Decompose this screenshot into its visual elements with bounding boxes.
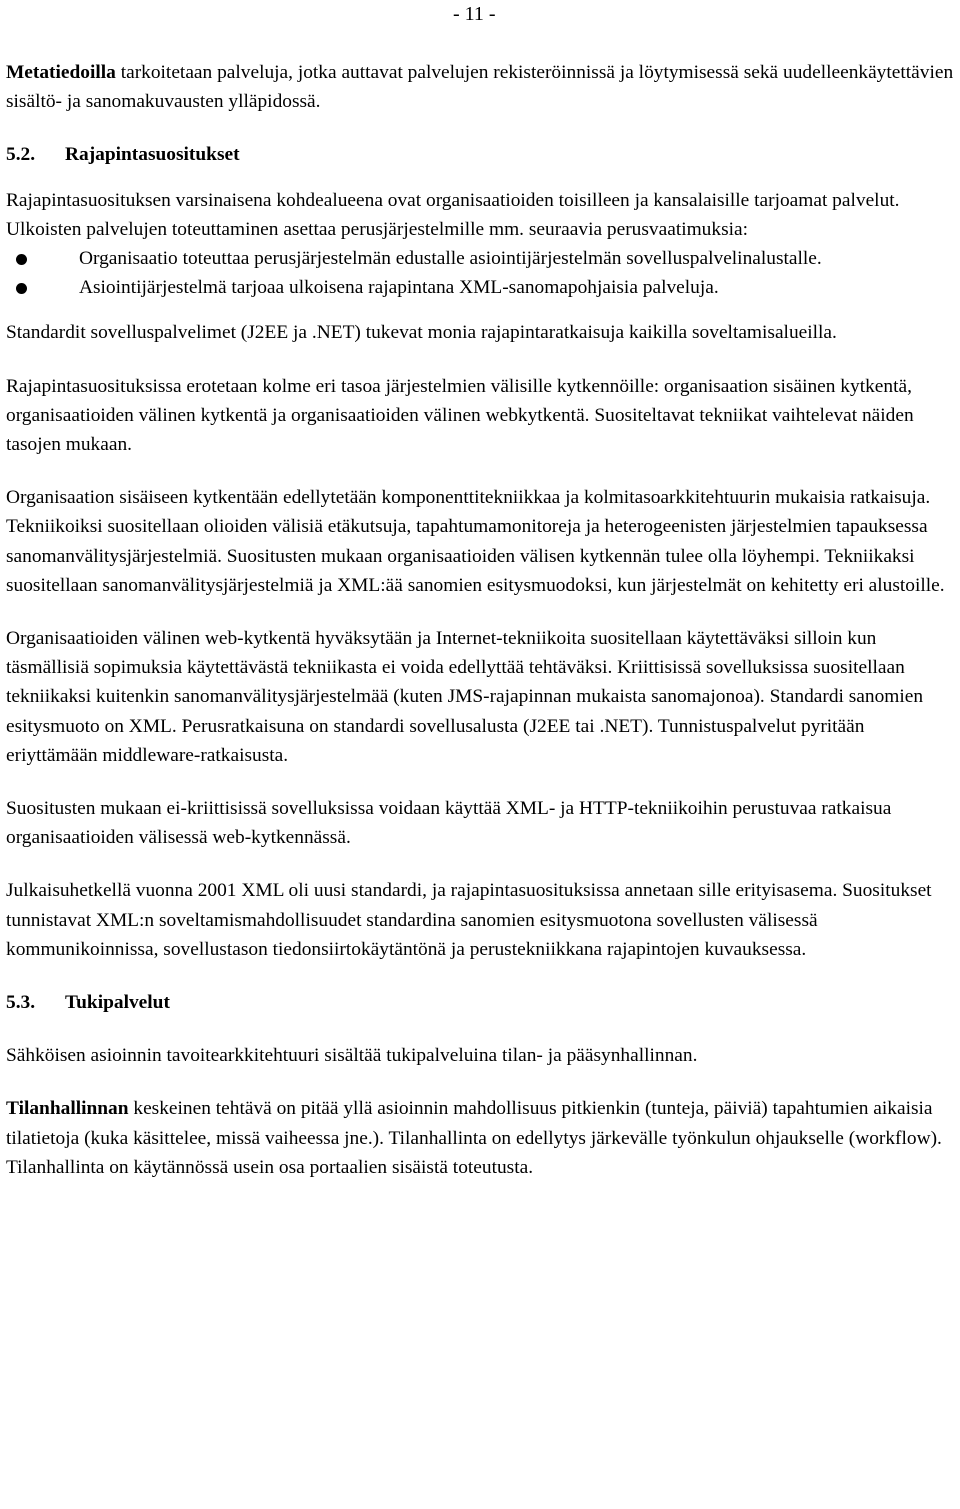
intro-paragraph (6, 58, 954, 116)
tilanhallinta-term: Tilanhallinnan (6, 1098, 129, 1120)
section-title: Tukipalvelut (65, 992, 170, 1014)
list-item-text: Organisaatio toteuttaa perusjärjestelmän edustalle asiointijärjestelmän sovelluspalvelinalustalle. (79, 248, 822, 270)
intro-text: tarkoitetaan palveluja, jotka auttavat palvelujen rekisteröinnissä ja löytymisessä sekä uudelleenkäytettävien sisältö- ja sanomakuvausten ylläpidossä. (6, 62, 954, 113)
section-5-3-heading (6, 988, 954, 1017)
bullet-icon (16, 254, 27, 265)
paragraph: Organisaatioiden välinen web-kytkentä hyväksytään ja Internet-tekniikoita suositellaan käytettäväksi silloin kun täsmällisiä sopimuksia käytettävästä tekniikasta ei voida edellyttää tehtäväksi. Kriittisissä sovelluksissa suositellaan tekniikaksi kuitenkin sanomanvälitysjärjestelmää (kuten JMS-rajapinnan mukaista sanomajonoa). Standardi sanomien esitysmuoto on XML. Perusratkaisuna on standardi sovellusalusta (J2EE tai .NET). Tunnistuspalvelut pyritään eriyttämään middleware-ratkaisusta. (6, 628, 924, 766)
paragraph: Julkaisuhetkellä vuonna 2001 XML oli uusi standardi, ja rajapintasuosituksissa annetaan sille erityisasema. Suositukset tunnistavat XML:n soveltamismahdollisuudet standardina sanomien esitysmuotona sovellusten välisessä kommunikoinnissa, sovellustason tiedonsiirtokäytäntönä ja perustekniikkana rajapintojen kuvauksessa. (6, 880, 932, 960)
section-number: 5.2. (6, 144, 36, 166)
section-5-3-lead: Sähköisen asioinnin tavoitearkkitehtuuri sisältää tukipalveluina tilan- ja pääsynhallinnan. (6, 1045, 698, 1067)
metadata-term: Metatiedoilla (6, 62, 116, 83)
tilanhallinta-paragraph (6, 1094, 954, 1182)
list-item-text: Asiointijärjestelmä tarjoaa ulkoisena rajapintana XML-sanomapohjaisia palveluja. (79, 277, 719, 299)
paragraph: Organisaation sisäiseen kytkentään edellytetään komponenttitekniikkaa ja kolmitasoarkkitehtuurin mukaisia ratkaisuja. Tekniikoiksi suositellaan olioiden välisiä etäkutsuja, tapahtumamonitoreja ja heterogeenisten järjestelmien tapauksessa sanomanvälitysjärjestelmiä. Suositusten mukaan organisaatioiden välisen kytkennän tulee olla löyhempi. Tekniikaksi suositellaan sanomanvälitysjärjestelmiä ja XML:ää sanomien esitysmuodoksi, kun järjestelmät on kehitetty eri alustoille. (6, 487, 945, 596)
section-number: 5.3. (6, 992, 36, 1014)
list-item (6, 244, 954, 273)
requirements-list (6, 244, 954, 302)
page-number: - 11 - (453, 3, 496, 25)
bullet-icon (16, 283, 27, 294)
section-5-2-heading (6, 140, 954, 169)
tilanhallinta-text: keskeinen tehtävä on pitää yllä asioinnin mahdollisuus pitkienkin (tunteja, päiviä) tapahtumien aikaisia tilatietoja (kuka käsittelee, missä vaiheessa jne.). Tilanhallinta on edellytys järkevälle työnkulun ohjaukselle (workflow). Tilanhallinta on käytännössä usein osa portaalien sisäistä toteutusta. (6, 1098, 942, 1178)
paragraph: Rajapintasuosituksissa erotetaan kolme eri tasoa järjestelmien välisille kytkennöille: organisaation sisäinen kytkentä, organisaatioiden välinen kytkentä ja organisaatioiden välinen webkytkentä. Suositeltavat tekniikat vaihtelevat näiden tasojen mukaan. (6, 375, 914, 456)
paragraph: Suositusten mukaan ei-kriittisissä sovelluksissa voidaan käyttää XML- ja HTTP-tekniikoihin perustuvaa ratkaisua organisaatioiden välisessä web-kytkennässä. (6, 798, 892, 849)
document-body (6, 58, 954, 1182)
section-title: Rajapintasuositukset (65, 144, 240, 166)
list-item (6, 273, 954, 302)
paragraph: Standardit sovelluspalvelimet (J2EE ja .NET) tukevat monia rajapintaratkaisuja kaikilla soveltamisalueilla. (6, 322, 837, 344)
section-5-2-lead: Rajapintasuosituksen varsinaisena kohdealueena ovat organisaatioiden toisilleen ja kansalaisille tarjoamat palvelut. Ulkoisten palvelujen toteuttaminen asettaa perusjärjestelmille mm. seuraavia perusvaatimuksia: (6, 189, 900, 240)
